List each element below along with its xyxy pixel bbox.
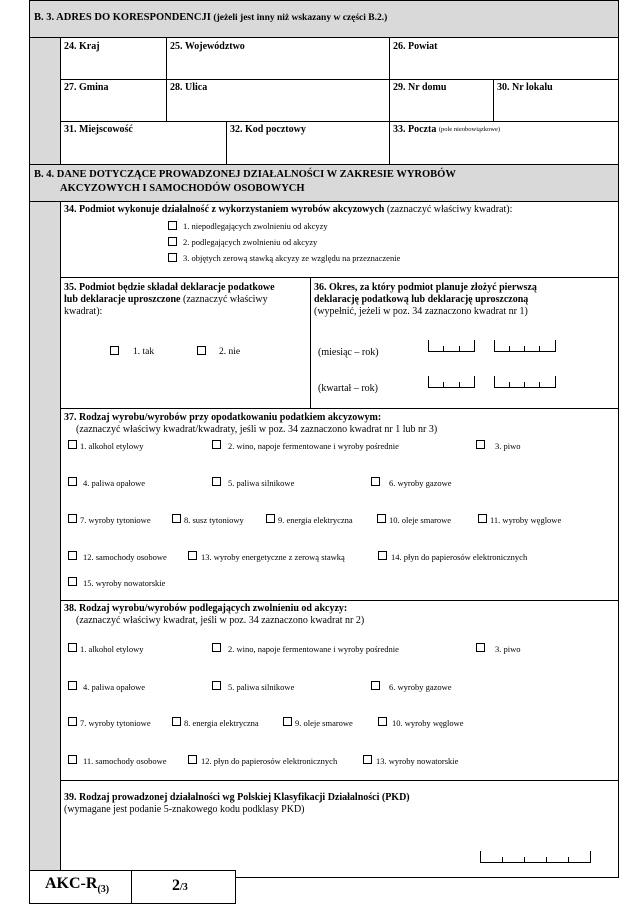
f35-option-no: 2. nie bbox=[219, 347, 241, 357]
field-36-month-label: (miesiąc – rok) bbox=[318, 347, 379, 358]
f37-checkbox-11[interactable] bbox=[478, 514, 487, 523]
f37-checkbox-3[interactable] bbox=[476, 440, 485, 449]
f38-option-3: 3. piwo bbox=[495, 644, 521, 654]
f38-checkbox-13[interactable] bbox=[363, 755, 372, 764]
f37-checkbox-5[interactable] bbox=[212, 477, 221, 486]
field-34-title: 34. Podmiot wykonuje działalność z wykorzystaniem wyrobów akcyzowych (zaznaczyć właściwy kwadrat): bbox=[64, 204, 513, 215]
f38-option-1: 1. alkohol etylowy bbox=[80, 644, 144, 654]
b4-header-line1: B. 4. DANE DOTYCZĄCE PROWADZONEJ DZIAŁALNOŚCI W ZAKRESIE WYROBÓW bbox=[34, 169, 456, 180]
field-39-title: 39. Rodzaj prowadzonej działalności wg Polskiej Klasyfikacji Działalności (PKD) bbox=[64, 792, 410, 803]
f37-option-9: 9. energia elektryczna bbox=[278, 515, 353, 525]
f38-checkbox-10[interactable] bbox=[378, 717, 387, 726]
f37-option-15: 15. wyroby nowatorskie bbox=[83, 578, 166, 588]
f38-checkbox-11[interactable] bbox=[68, 755, 77, 764]
field-28-street[interactable]: 28. Ulica bbox=[170, 82, 208, 93]
field-33-post-office[interactable]: 33. Poczta $^{(pole nieobowiązkowe)}$ bbox=[393, 124, 501, 135]
f37-option-13: 13. wyroby energetyczne z zerową stawką bbox=[201, 552, 345, 562]
f37-checkbox-7[interactable] bbox=[68, 514, 77, 523]
field-32-postal-code[interactable]: 32. Kod pocztowy bbox=[230, 124, 306, 135]
f38-option-7: 7. wyroby tytoniowe bbox=[80, 718, 151, 728]
f38-checkbox-12[interactable] bbox=[188, 755, 197, 764]
f37-option-7: 7. wyroby tytoniowe bbox=[80, 515, 151, 525]
f37-option-4: 4. paliwa opałowe bbox=[83, 478, 146, 488]
f35-option-yes: 1. tak bbox=[133, 347, 155, 357]
f37-checkbox-14[interactable] bbox=[378, 551, 387, 560]
f37-checkbox-10[interactable] bbox=[377, 514, 386, 523]
f34-checkbox-2[interactable] bbox=[168, 237, 177, 246]
field-29-house-number[interactable]: 29. Nr domu bbox=[393, 82, 447, 93]
field-36-quarter-label: (kwartał – rok) bbox=[318, 383, 378, 394]
field-36-line2: deklarację podatkową lub deklarację uproszczoną bbox=[314, 294, 529, 305]
f34-checkbox-3[interactable] bbox=[168, 253, 177, 262]
field-31-city[interactable]: 31. Miejscowość bbox=[64, 124, 133, 135]
f37-option-11: 11. wyroby węglowe bbox=[490, 515, 562, 525]
f38-checkbox-6[interactable] bbox=[371, 681, 380, 690]
f37-option-6: 6. wyroby gazowe bbox=[389, 478, 452, 488]
f37-checkbox-9[interactable] bbox=[266, 514, 275, 523]
f39-pkd-input[interactable] bbox=[480, 851, 591, 863]
field-39-note: (wymagane jest podanie 5-znakowego kodu podklasy PKD) bbox=[64, 804, 305, 815]
field-36-line1: 36. Okres, za który podmiot planuje złożyć pierwszą bbox=[314, 282, 537, 293]
f37-checkbox-12[interactable] bbox=[68, 551, 77, 560]
f36-quarter-input[interactable] bbox=[428, 376, 475, 388]
f38-option-4: 4. paliwa opałowe bbox=[83, 682, 146, 692]
field-35-line1: 35. Podmiot będzie składał deklaracje podatkowe bbox=[64, 282, 275, 293]
f38-option-10: 10. wyroby węglowe bbox=[392, 718, 464, 728]
f36-quarter-year-input[interactable] bbox=[494, 376, 556, 388]
f38-checkbox-5[interactable] bbox=[212, 681, 221, 690]
f38-checkbox-9[interactable] bbox=[283, 717, 292, 726]
f38-option-11: 11. samochody osobowe bbox=[83, 756, 167, 766]
b4-left-strip bbox=[30, 202, 60, 877]
f37-option-5: 5. paliwa silnikowe bbox=[228, 478, 295, 488]
f36-month-year-input[interactable] bbox=[494, 340, 556, 352]
f38-checkbox-4[interactable] bbox=[68, 681, 77, 690]
f37-option-10: 10. oleje smarowe bbox=[389, 515, 452, 525]
field-35-line3: kwadrat): bbox=[64, 306, 103, 317]
footer-form-code: AKC-$R_{(3)}$ bbox=[45, 875, 110, 896]
field-26-district[interactable]: 26. Powiat bbox=[393, 41, 438, 52]
f38-option-6: 6. wyroby gazowe bbox=[389, 682, 452, 692]
b4-header-line2: AKCYZOWYCH I SAMOCHODÓW OSOBOWYCH bbox=[60, 183, 305, 194]
f37-checkbox-2[interactable] bbox=[212, 440, 221, 449]
field-38-title: 38. Rodzaj wyrobu/wyrobów podlegających zwolnieniu od akcyzy: bbox=[64, 603, 348, 614]
f38-checkbox-1[interactable] bbox=[68, 643, 77, 652]
f37-option-3: 3. piwo bbox=[495, 441, 521, 451]
f36-month-input[interactable] bbox=[428, 340, 475, 352]
f38-option-2: 2. wino, napoje fermentowane i wyroby pośrednie bbox=[228, 644, 399, 654]
f37-option-2: 2. wino, napoje fermentowane i wyroby pośrednie bbox=[228, 441, 399, 451]
f34-option-1: 1. niepodlegających zwolnieniu od akcyzy bbox=[183, 221, 328, 231]
f38-checkbox-7[interactable] bbox=[68, 717, 77, 726]
footer-page-number: 2/3 bbox=[172, 877, 188, 894]
f37-checkbox-4[interactable] bbox=[68, 477, 77, 486]
f37-checkbox-6[interactable] bbox=[371, 477, 380, 486]
field-37-note: (zaznaczyć właściwy kwadrat/kwadraty, jeśli w poz. 34 zaznaczono kwadrat nr 1 lub nr 3) bbox=[76, 424, 438, 435]
f37-option-1: 1. alkohol etylowy bbox=[80, 441, 144, 451]
f37-option-14: 14. płyn do papierosów elektronicznych bbox=[391, 552, 528, 562]
field-38-note: (zaznaczyć właściwy kwadrat, jeśli w poz. 34 zaznaczono kwadrat nr 2) bbox=[76, 615, 365, 626]
f37-option-8: 8. susz tytoniowy bbox=[184, 515, 244, 525]
f38-option-8: 8. energia elektryczna bbox=[184, 718, 259, 728]
f37-checkbox-8[interactable] bbox=[172, 514, 181, 523]
f38-checkbox-8[interactable] bbox=[172, 717, 181, 726]
f38-checkbox-3[interactable] bbox=[476, 643, 485, 652]
field-27-municipality[interactable]: 27. Gmina bbox=[64, 82, 109, 93]
f38-option-5: 5. paliwa silnikowe bbox=[228, 682, 295, 692]
field-37-title: 37. Rodzaj wyrobu/wyrobów przy opodatkowaniu podatkiem akcyzowym: bbox=[64, 412, 382, 423]
b3-left-strip bbox=[30, 38, 60, 164]
f38-option-13: 13. wyroby nowatorskie bbox=[376, 756, 459, 766]
f38-option-12: 12. płyn do papierosów elektronicznych bbox=[201, 756, 338, 766]
f38-checkbox-2[interactable] bbox=[212, 643, 221, 652]
field-30-apartment-number[interactable]: 30. Nr lokalu bbox=[497, 82, 553, 93]
f37-option-12: 12. samochody osobowe bbox=[83, 552, 167, 562]
f38-option-9: 9. oleje smarowe bbox=[295, 718, 353, 728]
f34-checkbox-1[interactable] bbox=[168, 221, 177, 230]
field-25-voivodeship[interactable]: 25. Województwo bbox=[170, 41, 245, 52]
f37-checkbox-15[interactable] bbox=[68, 577, 77, 586]
b3-header: B. 3. ADRES DO KORESPONDENCJI (jeżeli jest inny niż wskazany w części B.2.) bbox=[34, 12, 388, 23]
field-24-country[interactable]: 24. Kraj bbox=[64, 41, 100, 52]
field-35-line2: lub deklaracje uproszczone (zaznaczyć właściwy bbox=[64, 294, 268, 305]
field-36-line3: (wypełnić, jeżeli w poz. 34 zaznaczono kwadrat nr 1) bbox=[314, 306, 528, 317]
f34-option-3: 3. objętych zerową stawką akcyzy ze względu na przeznaczenie bbox=[183, 253, 401, 263]
f37-checkbox-13[interactable] bbox=[188, 551, 197, 560]
f35-checkbox-no[interactable] bbox=[197, 346, 206, 355]
f37-checkbox-1[interactable] bbox=[68, 440, 77, 449]
f35-checkbox-yes[interactable] bbox=[110, 346, 119, 355]
f34-option-2: 2. podlegających zwolnieniu od akcyzy bbox=[183, 237, 318, 247]
